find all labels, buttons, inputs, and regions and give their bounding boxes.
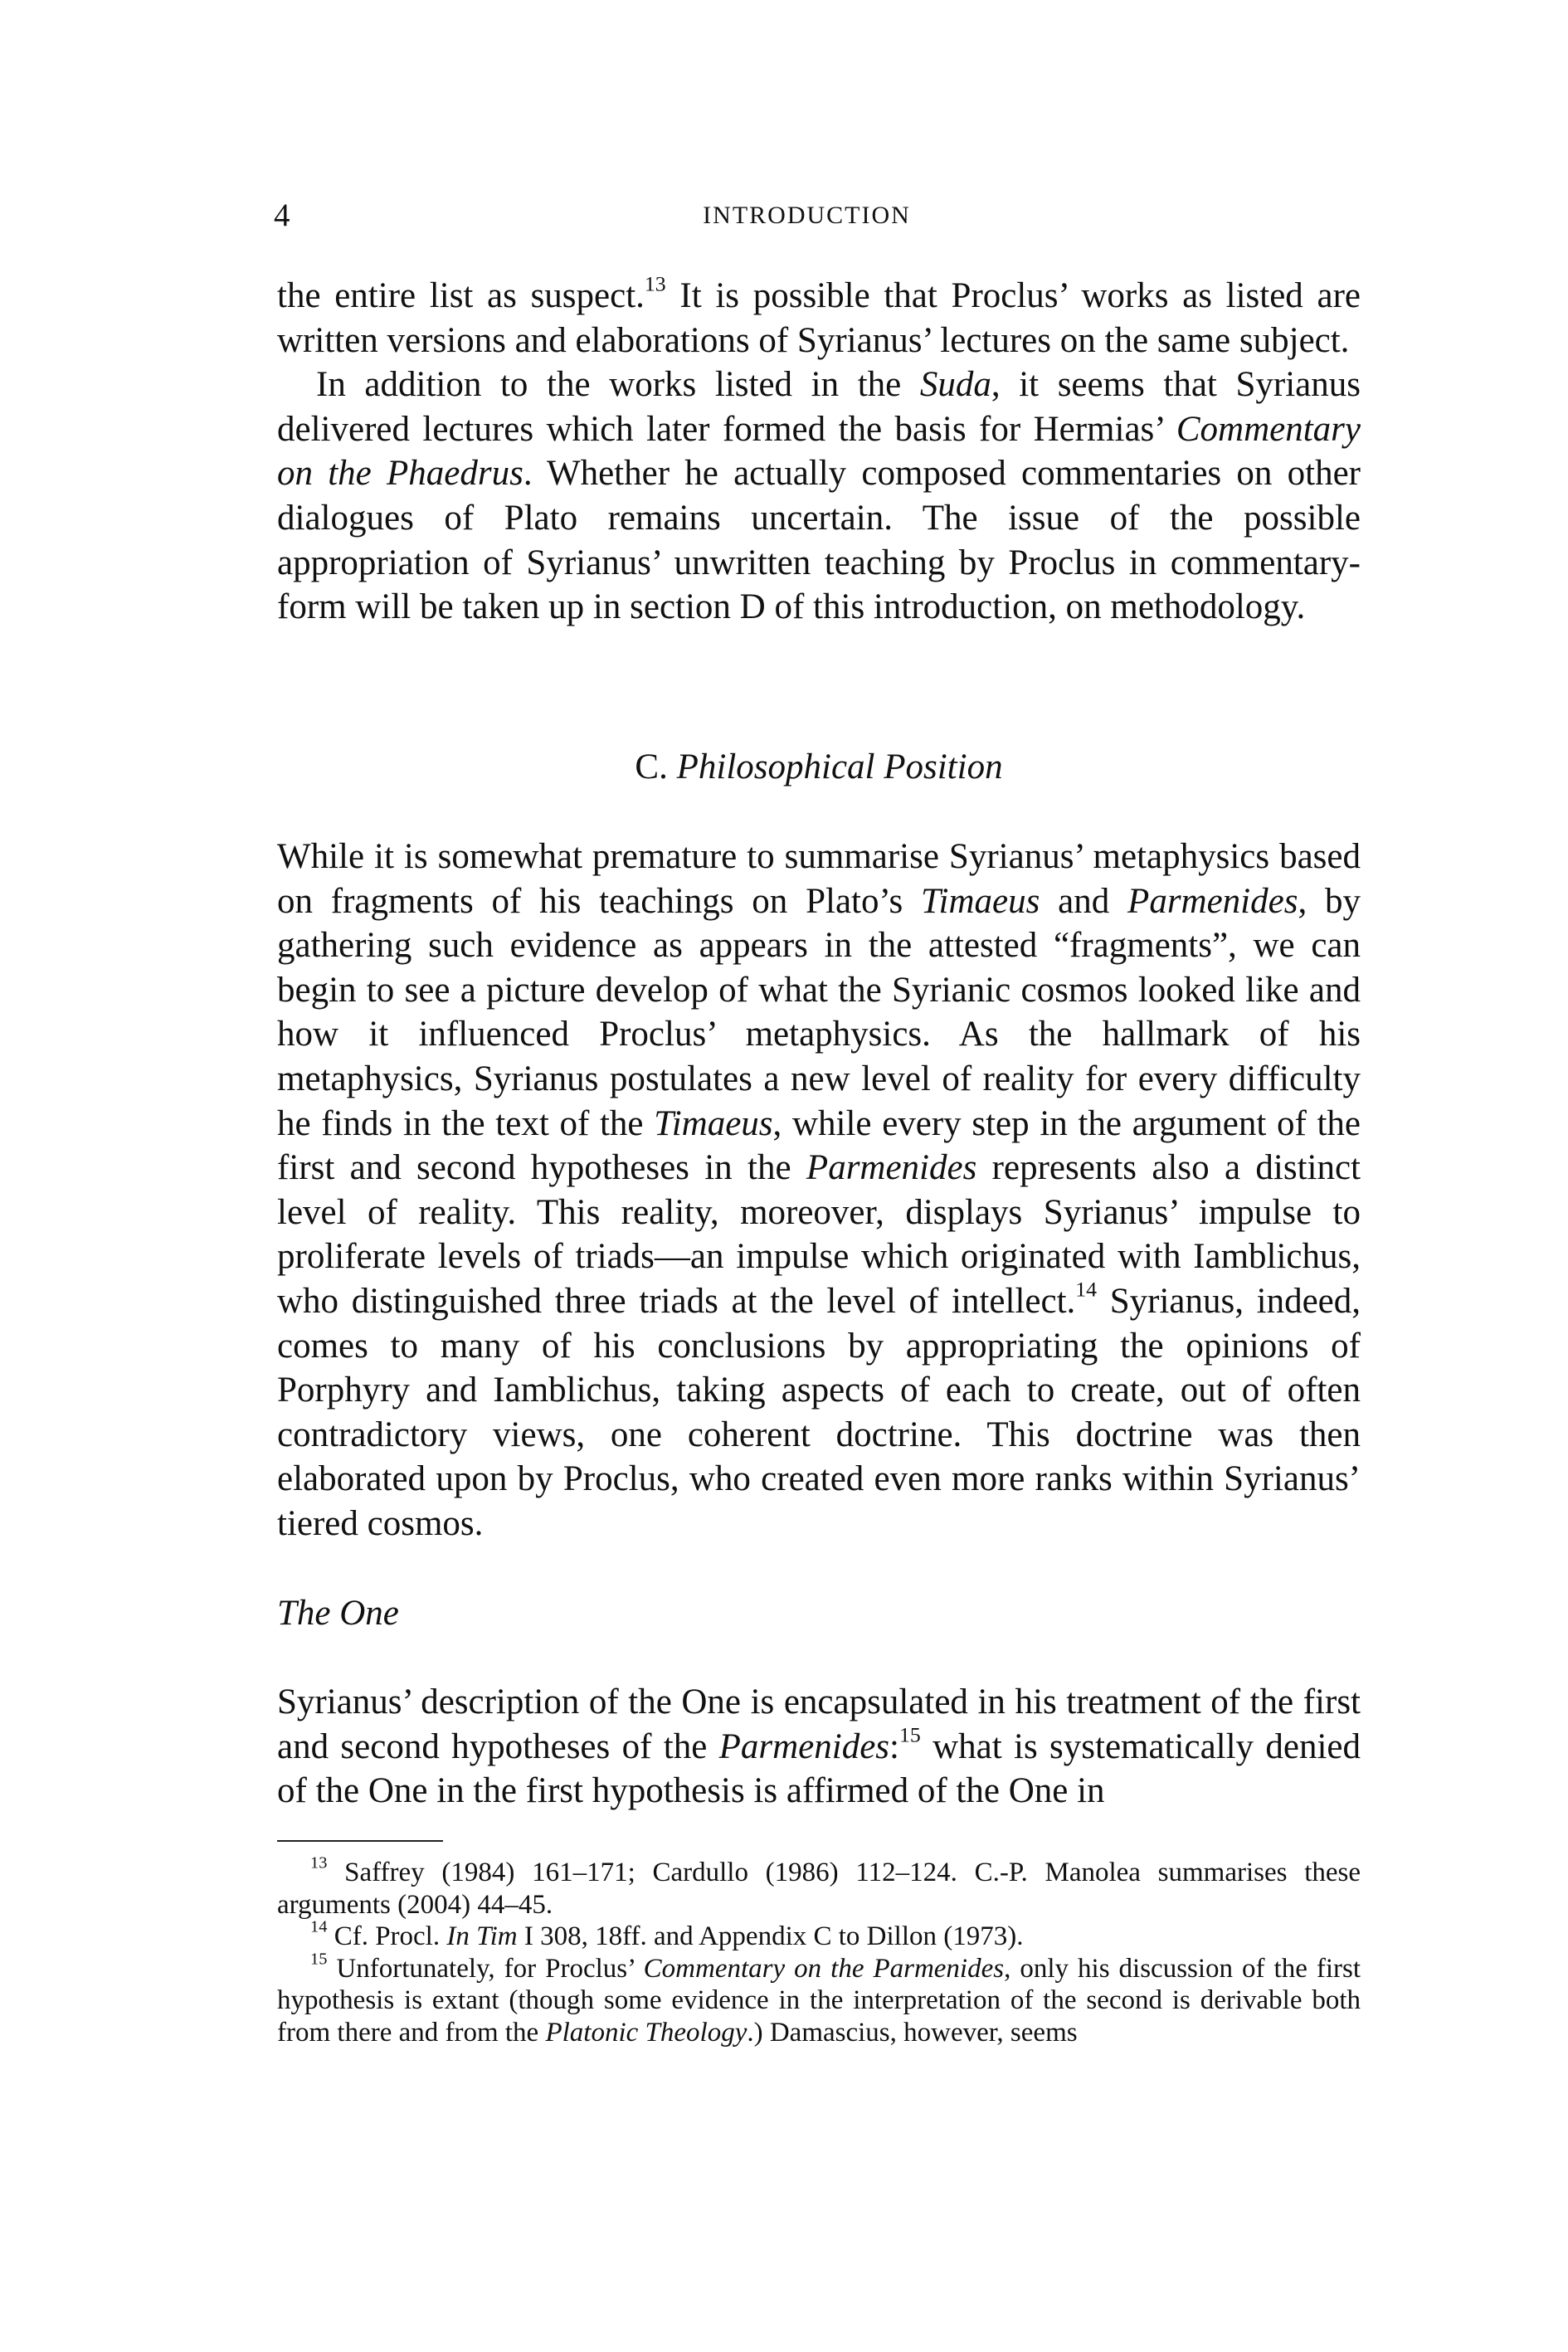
footnote-15: $^{15}$ Unfortunately, for Proclus’ Commentary on the Parmenides, only his discussion of the first hypothesis is extant (though some evidence in the interpretation of the second is derivable both from there and from the Platonic Theology.) Damascius, however, seems [277, 1950, 1361, 2048]
subsection-heading: The One [277, 1594, 399, 1633]
footnotes [277, 1853, 1361, 2048]
section-heading: C. Philosophical Position [635, 747, 1003, 786]
paragraph-2: In addition to the works listed in the Suda, it seems that Syrianus delivered lectures which later formed the basis for Hermias’ Commentary on the Phaedrus. Whether he actually composed commentaries on other dialogues of Plato remains uncertain. The issue of the possible appropriation of Syrianus’ unwritten teaching by Proclus in commentary-form will be taken up in section D of this introduction, on methodology. [277, 365, 1361, 627]
footnote-divider [277, 1840, 443, 1842]
paragraph-1: the entire list as suspect.$^{13}$ It is possible that Proclus’ works as listed are written versions and elaborations of Syrianus’ lectures on the same subject. [277, 271, 1361, 360]
running-head: INTRODUCTION [703, 202, 911, 229]
paragraph-3: While it is somewhat premature to summarise Syrianus’ metaphysics based on fragments of his teachings on Plato’s Timaeus and Parmenides, by gathering such evidence as appears in the attested “fragments”, we can begin to see a picture develop of what the Syrianic cosmos looked like and how it influenced Proclus’ metaphysics. As the hallmark of his metaphysics, Syrianus postulates a new level of reality for every difficulty he finds in the text of the Timaeus, while every step in the argument of the first and second hypotheses in the Parmenides represents also a distinct level of reality. This reality, moreover, displays Syrianus’ impulse to proliferate levels of triads—an impulse which originated with Iamblichus, who distinguished three triads at the level of intellect.$^{14}$ Syrianus, indeed, comes to many of his conclusions by appropriating the opinions of Porphyry and Iamblichus, taking aspects of each to create, out of often contradictory views, one coherent doctrine. This doctrine was then elaborated upon by Proclus, who created even more ranks within Syrianus’ tiered cosmos. [277, 837, 1361, 1543]
footnote-13: $^{13}$ Saffrey (1984) 161–171; Cardullo (1986) 112–124. C.-P. Manolea summarises these arguments (2004) 44–45. [277, 1853, 1361, 1920]
footnote-ref-14[interactable]: 14 [1075, 1277, 1098, 1302]
body-text-middle [277, 835, 1361, 1546]
footnote-ref-15[interactable]: 15 [898, 1722, 921, 1747]
page-number: 4 [274, 197, 290, 233]
body-text-top [277, 271, 1361, 630]
paragraph-4: Syrianus’ description of the One is encapsulated in his treatment of the first and second hypotheses of the Parmenides:$^{15}$ what is systematically denied of the One in the first hypothesis is affirmed of the One in [277, 1682, 1361, 1811]
footnote-ref-13[interactable]: 13 [644, 271, 666, 296]
body-text-bottom [277, 1680, 1361, 1814]
footnote-14: $^{14}$ Cf. Procl. In Tim I 308, 18ff. and Appendix C to Dillon (1973). [310, 1917, 1024, 1951]
